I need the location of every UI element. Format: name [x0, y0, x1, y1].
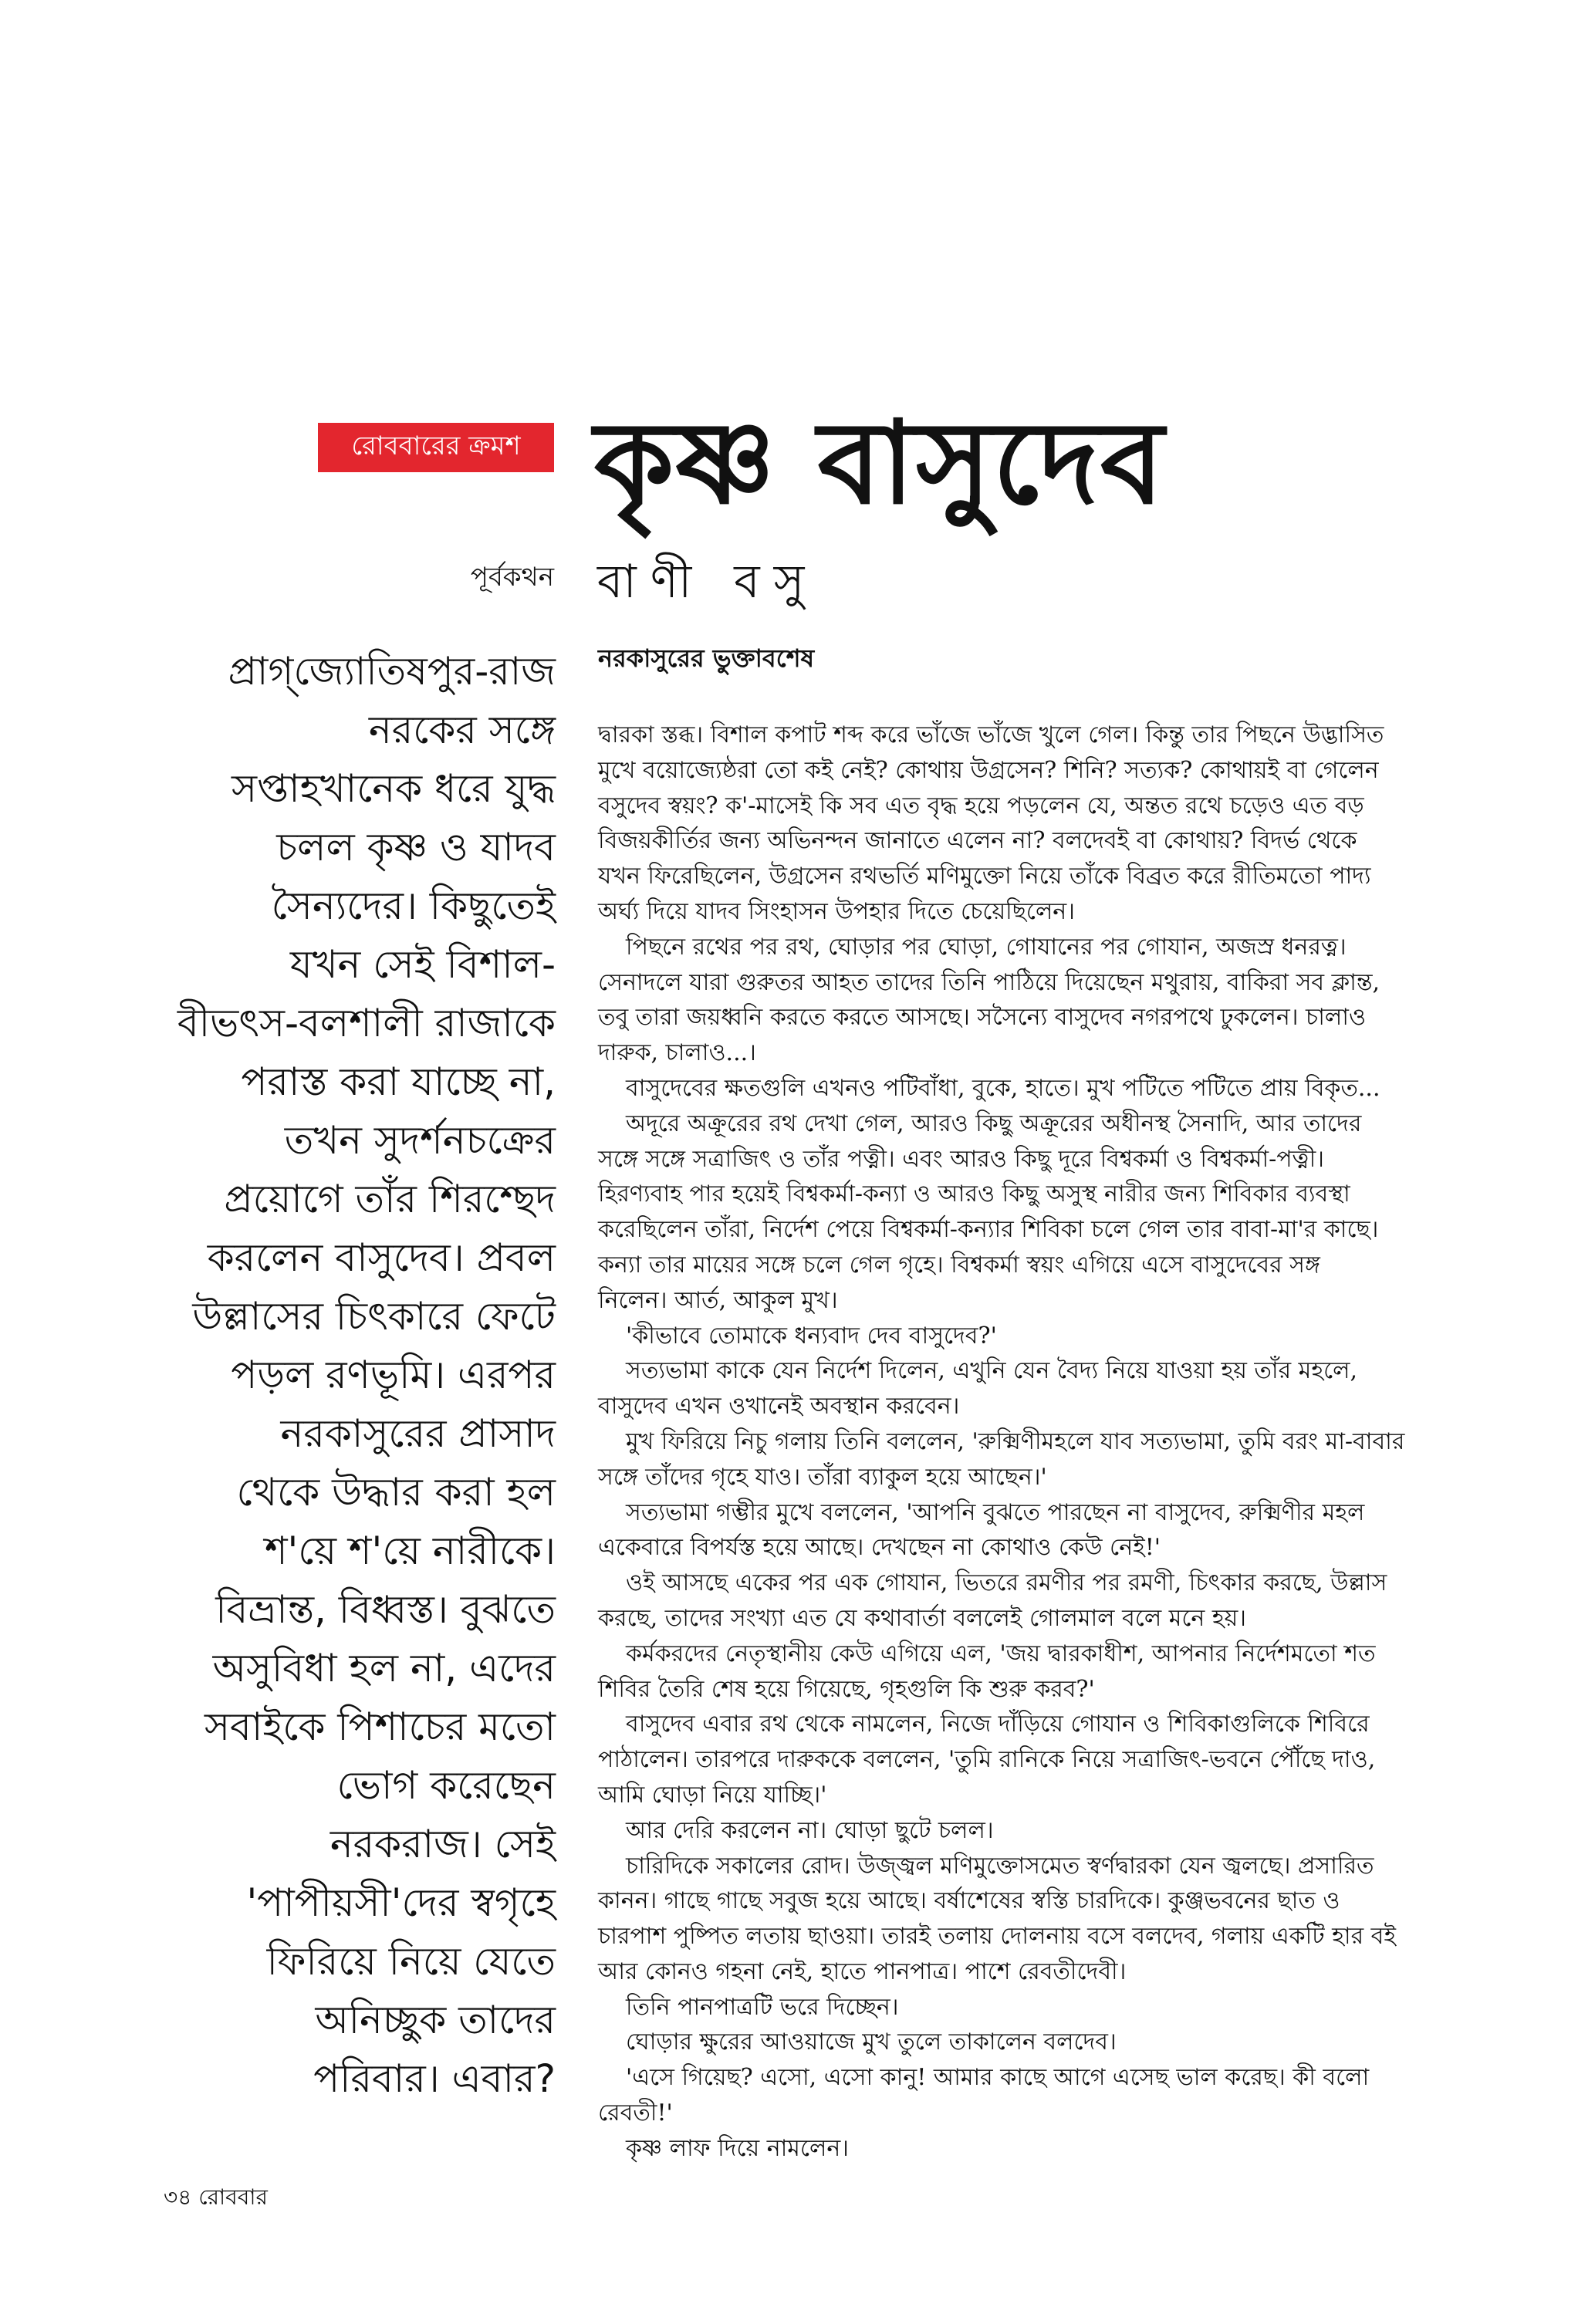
article-line: সঙ্গে তাঁদের গৃহে যাও। তাঁরা ব্যাকুল হয়ে আছেন।': [598, 1463, 1047, 1491]
article-line: হিরণ্যবাহ পার হয়েই বিশ্বকর্মা-কন্যা ও আরও কিছু অসুস্থ নারীর জন্য শিবিকার ব্যবস্থা: [598, 1181, 1350, 1208]
article-line: কর্মকরদের নেতৃস্থানীয় কেউ এগিয়ে এল, 'জয় দ্বারকাধীশ, আপনার নির্দেশমতো শত: [626, 1640, 1376, 1667]
pull-quote-line: নরকরাজ। সেই: [329, 1822, 556, 1866]
article-line: মুখে বয়োজ্যেষ্ঠরা তো কই নেই? কোথায় উগ্রসেন? শিনি? সত্যক? কোথায়ই বা গেলেন: [598, 756, 1379, 784]
article-line: কৃষ্ণ লাফ দিয়ে নামলেন।: [626, 2134, 850, 2162]
article-line: দ্বারকা স্তব্ধ। বিশাল কপাট শব্দ করে ভাঁজে ভাঁজে খুলে গেল। কিন্তু তার পিছনে উদ্ভাসিত: [598, 721, 1384, 748]
article-line: মুখ ফিরিয়ে নিচু গলায় তিনি বললেন, 'রুক্মিণীমহলে যাব সত্যভামা, তুমি বরং মা-বাবার: [626, 1427, 1405, 1455]
article-line: যখন ফিরেছিলেন, উগ্রসেন রথভর্তি মণিমুক্তো নিয়ে তাঁকে বিব্রত করে রীতিমতো পাদ্য: [598, 863, 1371, 890]
article-line: ঘোড়ার ক্ষুরের আওয়াজে মুখ তুলে তাকালেন বলদেব।: [626, 2028, 1117, 2056]
article-subheading: নরকাসুরের ভুক্তাবশেষ: [598, 643, 815, 673]
pull-quote-line: অসুবিধা হল না, এদের: [212, 1646, 556, 1691]
author-byline: বাণী বসু: [597, 555, 819, 609]
pull-quote-line: প্রাগ্‌জ্যোতিষপুর-রাজ: [228, 649, 556, 694]
pull-quote-line: যখন সেই বিশাল-: [289, 942, 556, 987]
article-line: কানন। গাছে গাছে সবুজ হয়ে আছে। বর্ষাশেষের স্বস্তি চারদিকে। কুঞ্জভবনের ছাত ও: [598, 1887, 1340, 1915]
article-line: ওই আসছে একের পর এক গোযান, ভিতরে রমণীর পর রমণী, চিৎকার করছে, উল্লাস: [626, 1569, 1387, 1597]
pull-quote-line: পরিবার। এবার?: [313, 2056, 556, 2101]
article-line: তবু তারা জয়ধ্বনি করতে করতে আসছে। সসৈন্যে বাসুদেব নগরপথে ঢুকলেন। চালাও: [598, 1004, 1367, 1032]
pull-quote-line: চলল কৃষ্ণ ও যাদব: [276, 825, 556, 870]
article-line: চারপাশ পুষ্পিত লতায় ছাওয়া। তারই তলায় দোলনায় বসে বলদেব, গলায় একটি হার বই: [598, 1923, 1396, 1951]
pull-quote-line: সবাইকে পিশাচের মতো: [204, 1704, 556, 1749]
article-body: [598, 718, 1447, 2167]
pull-quote-line: 'পাপীয়সী'দের স্বগৃহে: [246, 1880, 556, 1925]
page-folio: ৩৪ রোববার: [164, 2184, 268, 2210]
pull-quote-line: পরাস্ত করা যাচ্ছে না,: [241, 1059, 556, 1104]
page-title: কৃষ্ণ বাসুদেব: [594, 397, 1166, 529]
article-line: বিজয়কীর্তির জন্য অভিনন্দন জানাতে এলেন না? বলদেবই বা কোথায়? বিদর্ভ থেকে: [598, 827, 1357, 855]
article-line: দারুক, চালাও...।: [598, 1039, 756, 1067]
article-line: পাঠালেন। তারপরে দারুককে বললেন, 'তুমি রানিকে নিয়ে সত্রাজিৎ-ভবনে পৌঁছে দাও,: [598, 1746, 1376, 1774]
pull-quote-line: সপ্তাহখানেক ধরে যুদ্ধ: [231, 766, 556, 811]
pull-quote-line: নরকাসুরের প্রাসাদ: [280, 1411, 556, 1456]
previous-summary-label: পূর্বকথন: [470, 562, 554, 593]
pull-quote-line: উল্লাসের চিৎকারে ফেটে: [192, 1294, 556, 1339]
article-line: বাসুদেবের ক্ষতগুলি এখনও পটিবাঁধা, বুকে, হাতে। মুখ পটিতে পটিতে প্রায় বিকৃত...: [626, 1074, 1380, 1102]
pull-quote-line: নরকের সঙ্গে: [368, 708, 556, 752]
pull-quote-line: বিভ্রান্ত, বিধ্বস্ত। বুঝতে: [215, 1587, 556, 1632]
pull-quote-line: পড়ল রণভূমি। এরপর: [231, 1353, 556, 1397]
article-line: আর কোনও গহনা নেই, হাতে পানপাত্র। পাশে রেবতীদেবী।: [598, 1957, 1127, 1985]
article-line: রেবতী!': [598, 2099, 673, 2127]
article-line: অদূরে অক্রূরের রথ দেখা গেল, আরও কিছু অক্রূরের অধীনস্থ সৈনাদি, আর তাদের: [626, 1110, 1362, 1137]
pull-quote-line: শ'য়ে শ'য়ে নারীকে।: [264, 1529, 556, 1573]
article-line: বসুদেব স্বয়ং? ক'-মাসেই কি সব এত বৃদ্ধ হয়ে পড়লেন যে, অন্তত রথে চড়েও এত বড়: [598, 792, 1364, 819]
article-line: সেনাদলে যারা গুরুতর আহত তাদের তিনি পাঠিয়ে দিয়েছেন মথুরায়, বাকিরা সব ক্লান্ত,: [598, 968, 1380, 996]
article-line: সঙ্গে সঙ্গে সত্রাজিৎ ও তাঁর পত্নী। এবং আরও কিছু দূরে বিশ্বকর্মা ও বিশ্বকর্মা-পত্নী।: [598, 1145, 1324, 1173]
pull-quote-line: থেকে উদ্ধার করা হল: [236, 1470, 556, 1515]
pull-quote-line: বীভৎস-বলশালী রাজাকে: [177, 1001, 556, 1045]
pull-quote: [116, 642, 556, 2108]
article-line: অর্ঘ্য দিয়ে যাদব সিংহাসন উপহার দিতে চেয়েছিলেন।: [598, 897, 1075, 925]
pull-quote-line: ফিরিয়ে নিয়ে যেতে: [266, 1939, 556, 1984]
article-line: পিছনে রথের পর রথ, ঘোড়ার পর ঘোড়া, গোযানের পর গোযান, অজস্র ধনরত্ন।: [626, 933, 1347, 961]
article-line: বাসুদেব এবার রথ থেকে নামলেন, নিজে দাঁড়িয়ে গোযান ও শিবিকাগুলিকে শিবিরে: [626, 1711, 1370, 1738]
pull-quote-line: প্রয়োগে তাঁর শিরশ্ছেদ: [224, 1177, 556, 1221]
article-line: 'এসে গিয়েছ? এসো, এসো কানু! আমার কাছে আগে এসেছ ভাল করেছ। কী বলো: [626, 2064, 1370, 2092]
article-line: আমি ঘোড়া নিয়ে যাচ্ছি।': [598, 1781, 827, 1809]
article-line: করছে, তাদের সংখ্যা এত যে কথাবার্তা বললেই গোলমাল বলে মনে হয়।: [598, 1604, 1247, 1632]
section-badge: রোববারের ক্রমশ: [318, 423, 554, 472]
article-line: তিনি পানপাত্রটি ভরে দিচ্ছেন।: [626, 1993, 899, 2021]
pull-quote-line: সৈন্যদের। কিছুতেই: [271, 883, 556, 928]
article-line: করেছিলেন তাঁরা, নির্দেশ পেয়ে বিশ্বকর্মা-কন্যার শিবিকা চলে গেল তার বাবা-মা'র কাছে।: [598, 1216, 1379, 1244]
pull-quote-line: ভোগ করেছেন: [336, 1763, 556, 1808]
article-line: নিলেন। আর্ত, আকুল মুখ।: [598, 1286, 838, 1314]
pull-quote-line: তখন সুদর্শনচক্রের: [284, 1118, 556, 1163]
article-line: শিবির তৈরি শেষ হয়ে গিয়েছে, গৃহগুলি কি শুরু করব?': [598, 1675, 1095, 1703]
article-line: সত্যভামা কাকে যেন নির্দেশ দিলেন, এখুনি যেন বৈদ্য নিয়ে যাওয়া হয় তাঁর মহলে,: [626, 1357, 1358, 1385]
pull-quote-line: করলেন বাসুদেব। প্রবল: [207, 1235, 556, 1280]
article-line: সত্যভামা গম্ভীর মুখে বললেন, 'আপনি বুঝতে পারছেন না বাসুদেব, রুক্মিণীর মহল: [626, 1498, 1365, 1526]
article-line: আর দেরি করলেন না। ঘোড়া ছুটে চলল।: [626, 1816, 994, 1844]
pull-quote-line: অনিচ্ছুক তাদের: [315, 1998, 556, 2042]
article-line: একেবারে বিপর্যস্ত হয়ে আছে। দেখছেন না কোথাও কেউ নেই!': [598, 1534, 1161, 1562]
article-line: কন্যা তার মায়ের সঙ্গে চলে গেল গৃহে। বিশ্বকর্মা স্বয়ং এগিয়ে এসে বাসুদেবের সঙ্গ: [598, 1251, 1320, 1279]
article-line: 'কীভাবে তোমাকে ধন্যবাদ দেব বাসুদেব?': [626, 1322, 997, 1349]
article-line: চারিদিকে সকালের রোদ। উজ্জ্বল মণিমুক্তোসমেত স্বর্ণদ্বারকা যেন জ্বলছে। প্রসারিত: [626, 1852, 1374, 1880]
article-line: বাসুদেব এখন ওখানেই অবস্থান করবেন।: [598, 1393, 960, 1420]
